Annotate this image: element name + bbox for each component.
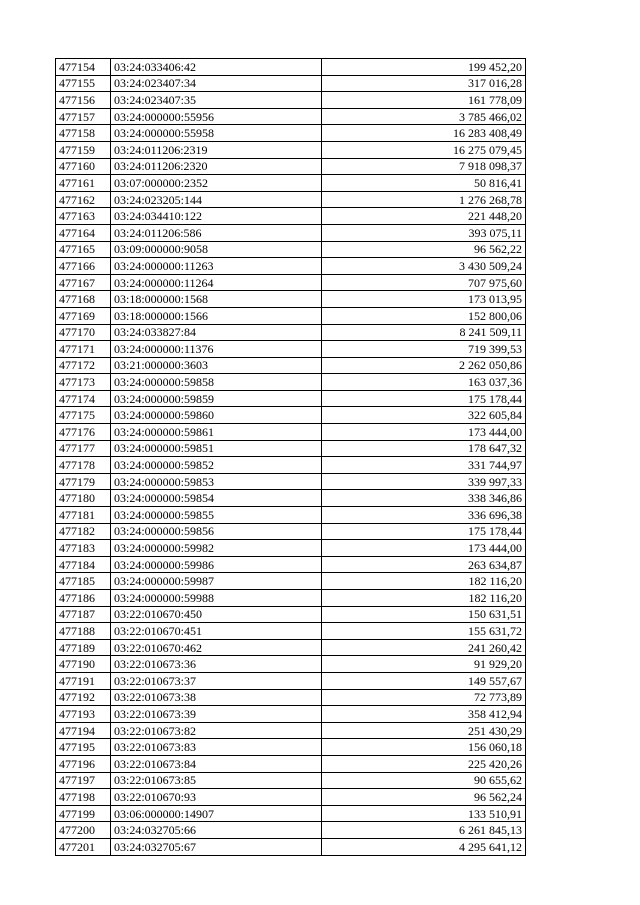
cadastral-value-cell: 322 605,84 bbox=[322, 407, 526, 424]
cadastral-number-cell: 03:09:000000:9058 bbox=[111, 241, 322, 258]
table-row bbox=[56, 407, 526, 424]
cadastral-number-cell: 03:24:000000:59855 bbox=[111, 507, 322, 524]
row-id-cell: 477181 bbox=[56, 507, 111, 524]
cadastral-number-cell: 03:24:000000:59859 bbox=[111, 390, 322, 407]
cadastral-number-cell: 03:22:010673:39 bbox=[111, 706, 322, 723]
cadastral-value-cell: 133 510,91 bbox=[322, 805, 526, 822]
cadastral-value-cell: 7 918 098,37 bbox=[322, 158, 526, 175]
row-id-cell: 477200 bbox=[56, 822, 111, 839]
row-id-cell: 477174 bbox=[56, 390, 111, 407]
table-row bbox=[56, 324, 526, 341]
cadastral-number-cell: 03:24:000000:59858 bbox=[111, 374, 322, 391]
row-id-cell: 477197 bbox=[56, 772, 111, 789]
cadastral-number-cell: 03:24:032705:67 bbox=[111, 838, 322, 855]
cadastral-value-cell: 156 060,18 bbox=[322, 739, 526, 756]
cadastral-value-cell: 182 116,20 bbox=[322, 573, 526, 590]
cadastral-number-cell: 03:24:000000:55956 bbox=[111, 108, 322, 125]
row-id-cell: 477178 bbox=[56, 457, 111, 474]
cadastral-number-cell: 03:24:032705:66 bbox=[111, 822, 322, 839]
cadastral-number-cell: 03:24:000000:59861 bbox=[111, 424, 322, 441]
cadastral-value-cell: 1 276 268,78 bbox=[322, 191, 526, 208]
row-id-cell: 477201 bbox=[56, 838, 111, 855]
cadastral-number-cell: 03:22:010670:450 bbox=[111, 606, 322, 623]
table-row bbox=[56, 722, 526, 739]
table-row bbox=[56, 838, 526, 855]
table-row bbox=[56, 606, 526, 623]
table-row bbox=[56, 789, 526, 806]
cadastral-value-cell: 16 283 408,49 bbox=[322, 125, 526, 142]
cadastral-value-cell: 3 430 509,24 bbox=[322, 258, 526, 275]
row-id-cell: 477157 bbox=[56, 108, 111, 125]
row-id-cell: 477188 bbox=[56, 623, 111, 640]
cadastral-value-cell: 393 075,11 bbox=[322, 224, 526, 241]
cadastral-value-cell: 182 116,20 bbox=[322, 590, 526, 607]
row-id-cell: 477193 bbox=[56, 706, 111, 723]
cadastral-number-cell: 03:22:010673:85 bbox=[111, 772, 322, 789]
row-id-cell: 477162 bbox=[56, 191, 111, 208]
cadastral-number-cell: 03:24:011206:586 bbox=[111, 224, 322, 241]
row-id-cell: 477198 bbox=[56, 789, 111, 806]
row-id-cell: 477180 bbox=[56, 490, 111, 507]
row-id-cell: 477191 bbox=[56, 672, 111, 689]
cadastral-value-cell: 96 562,24 bbox=[322, 789, 526, 806]
row-id-cell: 477194 bbox=[56, 722, 111, 739]
table-row bbox=[56, 241, 526, 258]
cadastral-number-cell: 03:22:010673:83 bbox=[111, 739, 322, 756]
cadastral-number-cell: 03:24:023407:35 bbox=[111, 92, 322, 109]
table-row bbox=[56, 341, 526, 358]
cadastral-number-cell: 03:24:000000:59860 bbox=[111, 407, 322, 424]
table-row bbox=[56, 440, 526, 457]
cadastral-number-cell: 03:24:011206:2319 bbox=[111, 141, 322, 158]
cadastral-value-cell: 707 975,60 bbox=[322, 274, 526, 291]
cadastral-value-cell: 358 412,94 bbox=[322, 706, 526, 723]
row-id-cell: 477179 bbox=[56, 473, 111, 490]
cadastral-number-cell: 03:22:010670:462 bbox=[111, 639, 322, 656]
cadastral-value-cell: 50 816,41 bbox=[322, 175, 526, 192]
table-row bbox=[56, 291, 526, 308]
table-row bbox=[56, 75, 526, 92]
row-id-cell: 477177 bbox=[56, 440, 111, 457]
cadastral-number-cell: 03:24:000000:59986 bbox=[111, 556, 322, 573]
cadastral-number-cell: 03:18:000000:1568 bbox=[111, 291, 322, 308]
cadastral-value-cell: 16 275 079,45 bbox=[322, 141, 526, 158]
table-row bbox=[56, 307, 526, 324]
cadastral-number-cell: 03:24:023407:34 bbox=[111, 75, 322, 92]
row-id-cell: 477167 bbox=[56, 274, 111, 291]
cadastral-value-cell: 173 444,00 bbox=[322, 424, 526, 441]
row-id-cell: 477190 bbox=[56, 656, 111, 673]
row-id-cell: 477183 bbox=[56, 540, 111, 557]
table-row bbox=[56, 374, 526, 391]
table-row bbox=[56, 623, 526, 640]
table-body bbox=[56, 59, 526, 856]
table-row bbox=[56, 507, 526, 524]
cadastral-value-cell: 225 420,26 bbox=[322, 755, 526, 772]
row-id-cell: 477182 bbox=[56, 523, 111, 540]
table-row bbox=[56, 92, 526, 109]
cadastral-number-cell: 03:24:000000:59982 bbox=[111, 540, 322, 557]
row-id-cell: 477176 bbox=[56, 424, 111, 441]
table-row bbox=[56, 191, 526, 208]
cadastral-number-cell: 03:07:000000:2352 bbox=[111, 175, 322, 192]
cadastral-value-cell: 338 346,86 bbox=[322, 490, 526, 507]
cadastral-value-cell: 161 778,09 bbox=[322, 92, 526, 109]
cadastral-number-cell: 03:24:000000:59988 bbox=[111, 590, 322, 607]
cadastral-number-cell: 03:24:000000:59853 bbox=[111, 473, 322, 490]
row-id-cell: 477160 bbox=[56, 158, 111, 175]
table-row bbox=[56, 108, 526, 125]
table-row bbox=[56, 141, 526, 158]
cadastral-number-cell: 03:24:033827:84 bbox=[111, 324, 322, 341]
table-row bbox=[56, 274, 526, 291]
table-row bbox=[56, 590, 526, 607]
table-row bbox=[56, 158, 526, 175]
cadastral-number-cell: 03:22:010670:93 bbox=[111, 789, 322, 806]
cadastral-value-cell: 175 178,44 bbox=[322, 523, 526, 540]
table-row bbox=[56, 639, 526, 656]
row-id-cell: 477185 bbox=[56, 573, 111, 590]
row-id-cell: 477192 bbox=[56, 689, 111, 706]
row-id-cell: 477171 bbox=[56, 341, 111, 358]
row-id-cell: 477161 bbox=[56, 175, 111, 192]
cadastral-number-cell: 03:24:033406:42 bbox=[111, 59, 322, 76]
row-id-cell: 477172 bbox=[56, 357, 111, 374]
cadastral-value-cell: 8 241 509,11 bbox=[322, 324, 526, 341]
cadastral-value-cell: 719 399,53 bbox=[322, 341, 526, 358]
row-id-cell: 477173 bbox=[56, 374, 111, 391]
row-id-cell: 477195 bbox=[56, 739, 111, 756]
cadastral-number-cell: 03:24:011206:2320 bbox=[111, 158, 322, 175]
cadastral-number-cell: 03:24:000000:59987 bbox=[111, 573, 322, 590]
row-id-cell: 477184 bbox=[56, 556, 111, 573]
cadastral-value-cell: 149 557,67 bbox=[322, 672, 526, 689]
row-id-cell: 477158 bbox=[56, 125, 111, 142]
table-row bbox=[56, 772, 526, 789]
row-id-cell: 477169 bbox=[56, 307, 111, 324]
table-row bbox=[56, 424, 526, 441]
cadastral-value-cell: 221 448,20 bbox=[322, 208, 526, 225]
cadastral-value-cell: 339 997,33 bbox=[322, 473, 526, 490]
cadastral-value-cell: 199 452,20 bbox=[322, 59, 526, 76]
cadastral-number-cell: 03:22:010673:37 bbox=[111, 672, 322, 689]
table-row bbox=[56, 457, 526, 474]
cadastral-value-cell: 2 262 050,86 bbox=[322, 357, 526, 374]
cadastral-value-cell: 91 929,20 bbox=[322, 656, 526, 673]
cadastral-value-cell: 336 696,38 bbox=[322, 507, 526, 524]
cadastral-value-cell: 96 562,22 bbox=[322, 241, 526, 258]
cadastral-value-cell: 6 261 845,13 bbox=[322, 822, 526, 839]
cadastral-number-cell: 03:24:000000:11263 bbox=[111, 258, 322, 275]
table-row bbox=[56, 805, 526, 822]
row-id-cell: 477155 bbox=[56, 75, 111, 92]
table-row bbox=[56, 540, 526, 557]
table-row bbox=[56, 755, 526, 772]
table-row bbox=[56, 224, 526, 241]
cadastral-value-cell: 173 013,95 bbox=[322, 291, 526, 308]
row-id-cell: 477199 bbox=[56, 805, 111, 822]
table-row bbox=[56, 573, 526, 590]
cadastral-value-cell: 155 631,72 bbox=[322, 623, 526, 640]
row-id-cell: 477154 bbox=[56, 59, 111, 76]
cadastral-value-cell: 163 037,36 bbox=[322, 374, 526, 391]
row-id-cell: 477163 bbox=[56, 208, 111, 225]
cadastral-number-cell: 03:22:010673:82 bbox=[111, 722, 322, 739]
row-id-cell: 477196 bbox=[56, 755, 111, 772]
cadastral-value-cell: 175 178,44 bbox=[322, 390, 526, 407]
cadastral-number-cell: 03:24:000000:59852 bbox=[111, 457, 322, 474]
cadastral-number-cell: 03:24:000000:59851 bbox=[111, 440, 322, 457]
cadastral-value-cell: 331 744,97 bbox=[322, 457, 526, 474]
table-row bbox=[56, 357, 526, 374]
row-id-cell: 477189 bbox=[56, 639, 111, 656]
cadastral-value-cell: 4 295 641,12 bbox=[322, 838, 526, 855]
cadastral-value-table bbox=[55, 58, 526, 856]
cadastral-value-cell: 178 647,32 bbox=[322, 440, 526, 457]
cadastral-number-cell: 03:22:010673:36 bbox=[111, 656, 322, 673]
table-row bbox=[56, 739, 526, 756]
table-row bbox=[56, 523, 526, 540]
cadastral-number-cell: 03:24:023205:144 bbox=[111, 191, 322, 208]
row-id-cell: 477164 bbox=[56, 224, 111, 241]
table-row bbox=[56, 208, 526, 225]
cadastral-value-cell: 317 016,28 bbox=[322, 75, 526, 92]
row-id-cell: 477187 bbox=[56, 606, 111, 623]
cadastral-value-cell: 3 785 466,02 bbox=[322, 108, 526, 125]
cadastral-value-cell: 152 800,06 bbox=[322, 307, 526, 324]
cadastral-number-cell: 03:21:000000:3603 bbox=[111, 357, 322, 374]
table-row bbox=[56, 822, 526, 839]
row-id-cell: 477159 bbox=[56, 141, 111, 158]
table-row bbox=[56, 175, 526, 192]
cadastral-value-cell: 90 655,62 bbox=[322, 772, 526, 789]
row-id-cell: 477166 bbox=[56, 258, 111, 275]
cadastral-number-cell: 03:24:000000:59854 bbox=[111, 490, 322, 507]
cadastral-number-cell: 03:22:010673:38 bbox=[111, 689, 322, 706]
row-id-cell: 477168 bbox=[56, 291, 111, 308]
table-row bbox=[56, 59, 526, 76]
cadastral-number-cell: 03:24:000000:55958 bbox=[111, 125, 322, 142]
cadastral-number-cell: 03:24:000000:11264 bbox=[111, 274, 322, 291]
table-row bbox=[56, 706, 526, 723]
cadastral-value-cell: 263 634,87 bbox=[322, 556, 526, 573]
table-row bbox=[56, 125, 526, 142]
table-row bbox=[56, 490, 526, 507]
cadastral-number-cell: 03:22:010673:84 bbox=[111, 755, 322, 772]
cadastral-value-cell: 241 260,42 bbox=[322, 639, 526, 656]
table-row bbox=[56, 390, 526, 407]
row-id-cell: 477165 bbox=[56, 241, 111, 258]
cadastral-number-cell: 03:24:000000:11376 bbox=[111, 341, 322, 358]
table-row bbox=[56, 556, 526, 573]
cadastral-number-cell: 03:18:000000:1566 bbox=[111, 307, 322, 324]
cadastral-number-cell: 03:06:000000:14907 bbox=[111, 805, 322, 822]
table-row bbox=[56, 689, 526, 706]
cadastral-number-cell: 03:22:010670:451 bbox=[111, 623, 322, 640]
cadastral-value-cell: 173 444,00 bbox=[322, 540, 526, 557]
cadastral-value-cell: 150 631,51 bbox=[322, 606, 526, 623]
table-row bbox=[56, 656, 526, 673]
table-row bbox=[56, 473, 526, 490]
row-id-cell: 477175 bbox=[56, 407, 111, 424]
cadastral-number-cell: 03:24:000000:59856 bbox=[111, 523, 322, 540]
row-id-cell: 477170 bbox=[56, 324, 111, 341]
table-row bbox=[56, 672, 526, 689]
table-row bbox=[56, 258, 526, 275]
row-id-cell: 477156 bbox=[56, 92, 111, 109]
cadastral-value-cell: 72 773,89 bbox=[322, 689, 526, 706]
cadastral-value-cell: 251 430,29 bbox=[322, 722, 526, 739]
cadastral-number-cell: 03:24:034410:122 bbox=[111, 208, 322, 225]
row-id-cell: 477186 bbox=[56, 590, 111, 607]
